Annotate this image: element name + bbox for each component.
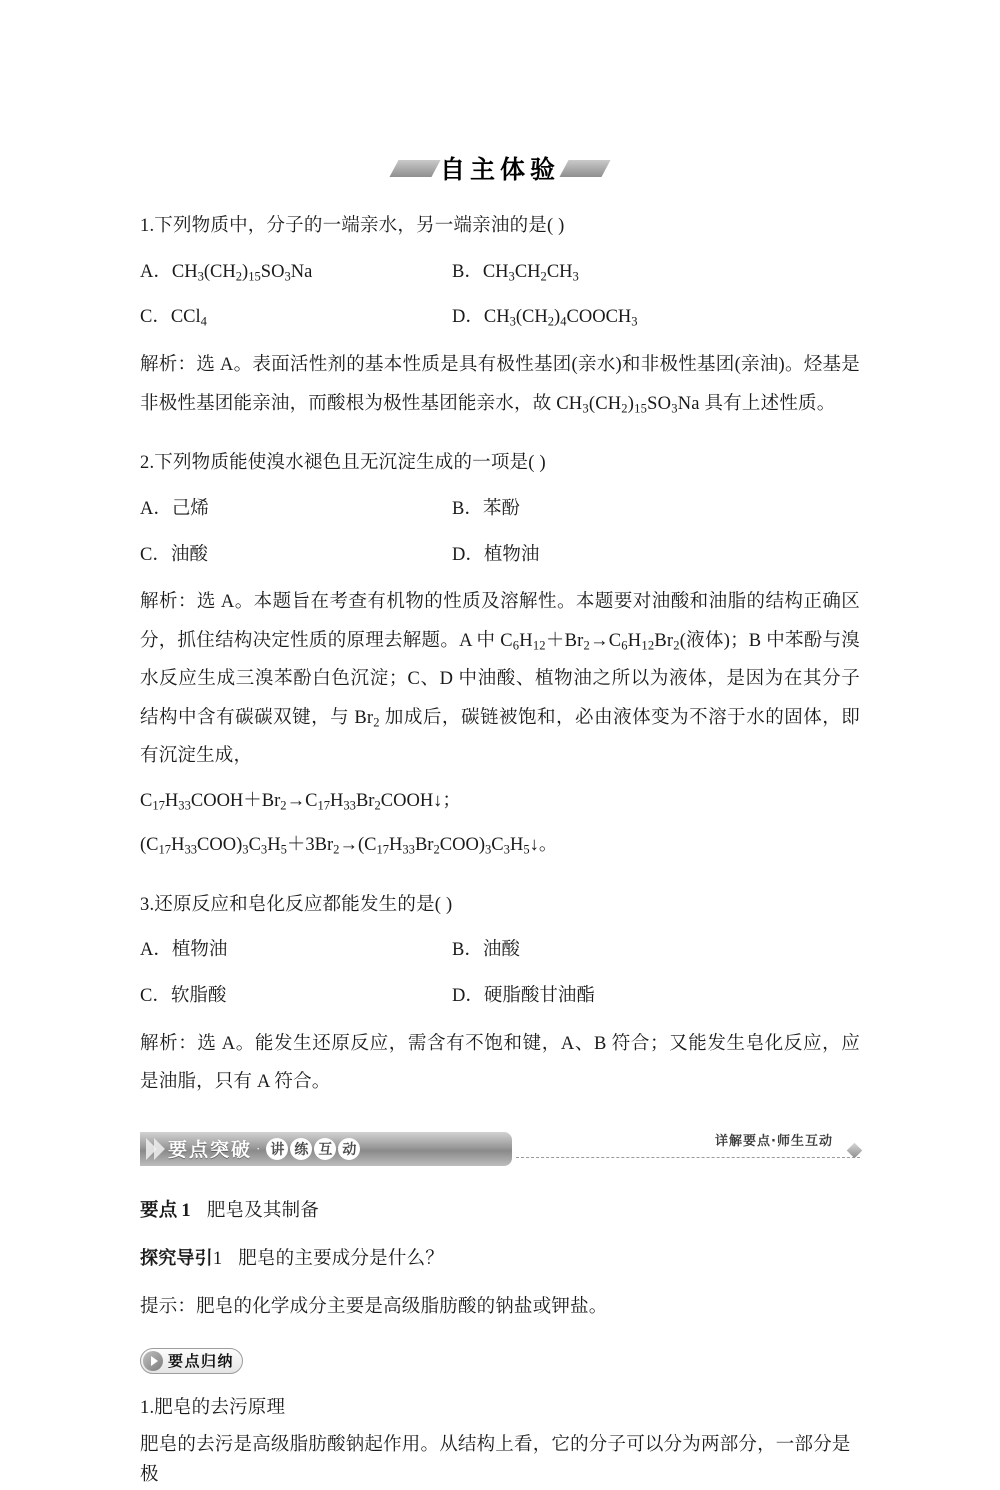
question-1-options-row-2 <box>140 304 860 332</box>
section-title-container <box>140 0 860 186</box>
tip-line: 提示：肥皂的化学成分主要是高级脂肪酸的钠盐或钾盐。 <box>140 1296 608 1317</box>
option-label: C． <box>140 985 171 1006</box>
banner-separator: · <box>256 1140 261 1156</box>
banner-circled-chars <box>266 1138 362 1160</box>
option-label: C． <box>140 544 171 565</box>
summary-badge-container <box>140 1348 860 1374</box>
option-label: A． <box>140 261 172 282</box>
question-1-option-a <box>140 259 452 287</box>
option-text: 苯酚 <box>482 498 520 519</box>
question-1-stem: 1.下列物质中，分子的一端亲水，另一端亲油的是( ) <box>140 216 565 236</box>
question-1-option-c <box>140 304 452 332</box>
option-text: $CH_3CH_2CH_3$ <box>482 261 579 284</box>
guide-line <box>140 1244 860 1270</box>
option-text: 植物油 <box>171 940 228 961</box>
question-2-equation-1: $C_{17}H_{33}COOH+Br_2\to C_{17}H_{33}Br_2COOH↓$； <box>140 790 461 813</box>
option-text: 油酸 <box>482 940 520 961</box>
banner-right-text: 详解要点·师生互动 <box>710 1130 838 1149</box>
question-3-option-c <box>140 983 452 1011</box>
circled-char: 互 <box>314 1138 336 1160</box>
question-3-option-a <box>140 937 452 965</box>
summary-badge-label: 要点归纳 <box>168 1352 235 1371</box>
summary-heading: 1.肥皂的去污原理 <box>140 1397 286 1418</box>
question-1-explanation: 解析：选 A。表面活性剂的基本性质是具有极性基团(亲水)和非极性基团(亲油)。烃基是非极性基团能亲油，而酸根为极性基团能亲水，故 $CH_3(CH_2)_{15}SO_3Na$ 具有上述性质。 <box>140 355 860 416</box>
circled-char: 动 <box>338 1138 360 1160</box>
question-2-options-row-2 <box>140 542 860 570</box>
banner-bar <box>140 1132 512 1166</box>
summary-badge <box>140 1348 243 1374</box>
option-label: A． <box>140 498 172 519</box>
banner-main-text: 要点突破 <box>168 1139 253 1162</box>
option-label: B． <box>452 498 483 519</box>
question-1-options-row-1 <box>140 259 860 287</box>
question-2-option-b <box>452 496 860 524</box>
section-title-text: 自主体验 <box>439 155 560 184</box>
option-text: 己烯 <box>171 498 209 519</box>
diamond-icon <box>847 1142 863 1158</box>
key-point-heading <box>140 1196 860 1222</box>
summary-paragraph: 肥皂的去污是高级脂肪酸钠起作用。从结构上看，它的分子可以分为两部分，一部分是极 <box>140 1435 851 1485</box>
option-text: 油酸 <box>170 544 208 565</box>
option-text: 硬脂酸甘油酯 <box>483 985 595 1006</box>
option-label: A． <box>140 940 172 961</box>
key-points-banner <box>140 1132 860 1166</box>
option-label: D． <box>452 544 484 565</box>
option-text: CCl$_4$ <box>170 307 207 329</box>
option-text: 软脂酸 <box>170 985 227 1006</box>
question-2-stem: 2.下列物质能使溴水褪色且无沉淀生成的一项是( ) <box>140 453 546 474</box>
question-3-option-d <box>452 983 860 1011</box>
question-1-option-d <box>452 304 860 332</box>
key-point-number: 1 <box>181 1200 191 1221</box>
guide-question: 肥皂的主要成分是什么？ <box>238 1248 444 1269</box>
question-3-stem: 3.还原反应和皂化反应都能发生的是( ) <box>140 894 453 915</box>
banner-dashed-rule <box>516 1157 860 1158</box>
option-label: D． <box>452 307 484 328</box>
question-2-option-c <box>140 542 452 570</box>
arrow-right-circle-icon <box>143 1351 163 1371</box>
circled-char: 练 <box>290 1138 312 1160</box>
question-2-equation-2: $(C_{17}H_{33}COO)_3C_3H_5+3Br_2\to(C_{17}H_{33}Br_2COO)_3C_3H_5↓$。 <box>140 835 558 857</box>
question-2-option-a <box>140 496 452 524</box>
double-chevron-right-icon <box>146 1138 162 1160</box>
option-label: D． <box>452 985 484 1006</box>
guide-label: 探究导引 <box>140 1247 213 1269</box>
key-point-label: 要点 <box>140 1200 178 1221</box>
option-text: $CH_3(CH_2)_{15}SO_3Na$ <box>171 261 313 284</box>
question-2-options-row-1 <box>140 496 860 524</box>
option-label: C． <box>140 307 171 328</box>
question-2-option-d <box>452 542 860 570</box>
option-text: $CH_3(CH_2)_4COOCH_3$ <box>483 307 638 329</box>
option-label: B． <box>452 261 483 282</box>
option-label: B． <box>452 940 483 961</box>
guide-number: 1 <box>212 1248 223 1269</box>
key-point-title: 肥皂及其制备 <box>206 1200 320 1221</box>
question-3-explanation: 解析：选 A。能发生还原反应，需含有不饱和键，A、B 符合；又能发生皂化反应，应是油脂，只有 A 符合。 <box>140 1033 860 1093</box>
option-text: 植物油 <box>483 544 540 565</box>
section-title <box>394 150 606 186</box>
question-3-options-row-2 <box>140 983 860 1011</box>
question-1-option-b <box>452 259 860 287</box>
question-2-explanation: 解析：选 A。本题旨在考查有机物的性质及溶解性。本题要对油酸和油脂的结构正确区分，抓住结构决定性质的原理去解题。A 中 $C_6H_{12}+Br_2\to C_6H_{12}Br_2$(液体)；B 中苯酚与溴水反应生成三溴苯酚白色沉淀；C、D 中油酸、植物油之所以为液体，是因为在其分子结构中含有碳碳双键，与 $Br_2$ 加成后，碳链被饱和，必由液体变为不溶于水的固体，即有沉淀生成， <box>140 592 860 767</box>
circled-char: 讲 <box>266 1138 288 1160</box>
question-3-option-b <box>452 937 860 965</box>
question-3-options-row-1 <box>140 937 860 965</box>
